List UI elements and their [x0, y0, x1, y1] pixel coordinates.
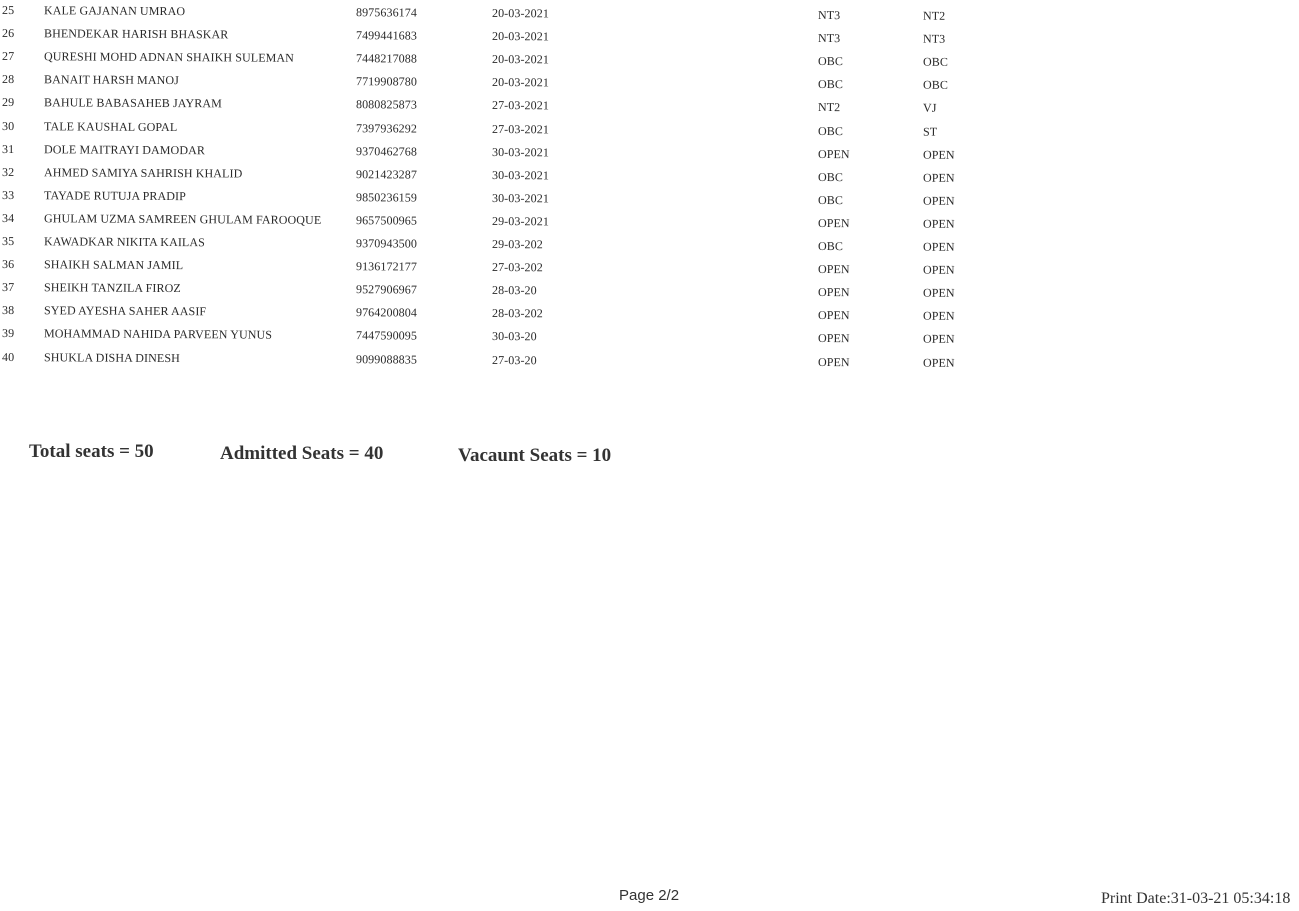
- student-name: KALE GAJANAN UMRAO: [43, 3, 186, 19]
- student-name: MOHAMMAD NAHIDA PARVEEN YUNUS: [43, 326, 273, 343]
- total-seats: Total seats = 50: [29, 441, 154, 462]
- allotted-category: OBC: [922, 54, 949, 69]
- phone-number: 9850236159: [355, 189, 418, 205]
- admission-date: 20-03-2021: [491, 52, 550, 67]
- phone-number: 9099088835: [355, 351, 418, 367]
- admission-date: 29-03-202: [491, 237, 543, 252]
- print-date: Print Date:31-03-21 05:34:18: [1101, 890, 1291, 907]
- student-name: SHUKLA DISHA DINESH: [43, 349, 180, 365]
- admission-date: 30-03-2021: [491, 190, 550, 206]
- student-name: SHAIKH SALMAN JAMIL: [43, 257, 184, 273]
- category: OPEN: [817, 262, 850, 277]
- phone-number: 9136172177: [355, 259, 418, 274]
- phone-number: 9370462768: [355, 143, 418, 159]
- category: OBC: [817, 54, 844, 69]
- allotted-category: OPEN: [922, 355, 955, 370]
- admission-date: 28-03-20: [491, 283, 537, 298]
- allotted-category: VJ: [922, 101, 937, 116]
- phone-number: 7719908780: [355, 74, 418, 89]
- allotted-category: NT3: [922, 31, 946, 46]
- serial-number: 25: [1, 3, 15, 18]
- student-name: AHMED SAMIYA SAHRISH KHALID: [43, 164, 243, 181]
- allotted-category: OPEN: [922, 170, 955, 185]
- category: NT3: [817, 31, 841, 46]
- admission-date: 20-03-2021: [491, 6, 550, 21]
- page-number: Page 2/2: [619, 887, 680, 904]
- student-name: DOLE MAITRAYI DAMODAR: [43, 141, 206, 157]
- allotted-category: OPEN: [922, 239, 955, 254]
- allotted-category: OPEN: [922, 308, 955, 324]
- category: OPEN: [817, 331, 850, 346]
- category: OPEN: [817, 146, 850, 161]
- allotted-category: OPEN: [922, 193, 955, 208]
- phone-number: 9021423287: [355, 166, 418, 182]
- table-row: [0, 323, 1299, 351]
- category: OPEN: [817, 354, 850, 369]
- student-name: SYED AYESHA SAHER AASIF: [43, 303, 207, 319]
- phone-number: 9764200804: [355, 305, 418, 320]
- category: OBC: [817, 169, 844, 184]
- admission-date: 27-03-2021: [491, 98, 550, 113]
- phone-number: 7499441683: [355, 28, 418, 43]
- student-name: KAWADKAR NIKITA KAILAS: [43, 234, 205, 250]
- phone-number: 7397936292: [355, 120, 418, 136]
- phone-number: 7448217088: [355, 51, 418, 66]
- admission-date: 30-03-2021: [491, 167, 550, 183]
- category: OBC: [817, 123, 844, 138]
- allotted-category: OPEN: [922, 285, 955, 301]
- allotted-category: ST: [922, 124, 938, 139]
- category: NT2: [817, 100, 841, 115]
- admission-date: 27-03-202: [491, 260, 543, 275]
- admission-date: 27-03-2021: [491, 121, 550, 136]
- serial-number: 28: [1, 72, 15, 87]
- allotted-category: OPEN: [922, 332, 955, 347]
- serial-number: 26: [1, 26, 15, 41]
- admitted-seats: Admitted Seats = 40: [220, 443, 384, 464]
- phone-number: 9370943500: [355, 236, 418, 251]
- phone-number: 8080825873: [355, 97, 418, 112]
- student-name: GHULAM UZMA SAMREEN GHULAM FAROOQUE: [43, 211, 322, 227]
- admission-date: 20-03-2021: [491, 29, 550, 44]
- category: OPEN: [817, 308, 850, 323]
- category: OBC: [817, 238, 844, 254]
- serial-number: 33: [1, 187, 15, 202]
- table-row: [0, 92, 1299, 120]
- admission-date: 28-03-202: [491, 306, 543, 321]
- serial-number: 39: [1, 326, 15, 341]
- serial-number: 32: [1, 164, 15, 179]
- serial-number: 29: [1, 95, 15, 110]
- category: OPEN: [817, 285, 850, 300]
- serial-number: 31: [1, 141, 15, 156]
- seat-summary: [0, 440, 1299, 470]
- serial-number: 35: [1, 234, 15, 249]
- allotted-category: OBC: [922, 77, 949, 93]
- admission-date: 30-03-20: [491, 329, 537, 344]
- student-name: BHENDEKAR HARISH BHASKAR: [43, 26, 229, 42]
- allotted-category: NT2: [922, 8, 946, 23]
- allotted-category: OPEN: [922, 216, 955, 231]
- phone-number: 7447590095: [355, 328, 418, 343]
- category: NT3: [817, 7, 841, 23]
- student-name: TAYADE RUTUJA PRADIP: [43, 188, 186, 203]
- student-name: BAHULE BABASAHEB JAYRAM: [43, 95, 222, 111]
- student-name: BANAIT HARSH MANOJ: [43, 72, 179, 88]
- category: OBC: [817, 192, 844, 207]
- serial-number: 30: [1, 118, 15, 133]
- category: OPEN: [817, 215, 850, 231]
- admission-date: 29-03-2021: [491, 213, 550, 229]
- phone-number: 8975636174: [355, 5, 418, 20]
- admission-date: 30-03-2021: [491, 144, 550, 159]
- student-name: SHEIKH TANZILA FIROZ: [43, 280, 181, 296]
- admission-date: 20-03-2021: [491, 75, 550, 90]
- category: OBC: [817, 77, 844, 92]
- table-row: [0, 347, 1299, 375]
- serial-number: 34: [1, 210, 15, 225]
- student-name: TALE KAUSHAL GOPAL: [43, 118, 178, 134]
- serial-number: 36: [1, 257, 15, 272]
- serial-number: 38: [1, 303, 15, 318]
- serial-number: 40: [1, 349, 15, 364]
- phone-number: 9527906967: [355, 282, 418, 297]
- allotted-category: OPEN: [922, 147, 955, 162]
- allotted-category: OPEN: [922, 262, 955, 277]
- serial-number: 37: [1, 280, 15, 295]
- vacant-seats: Vacaunt Seats = 10: [458, 445, 612, 466]
- admission-date: 27-03-20: [491, 352, 537, 367]
- student-name: QURESHI MOHD ADNAN SHAIKH SULEMAN: [43, 49, 295, 65]
- serial-number: 27: [1, 49, 15, 64]
- phone-number: 9657500965: [355, 213, 418, 228]
